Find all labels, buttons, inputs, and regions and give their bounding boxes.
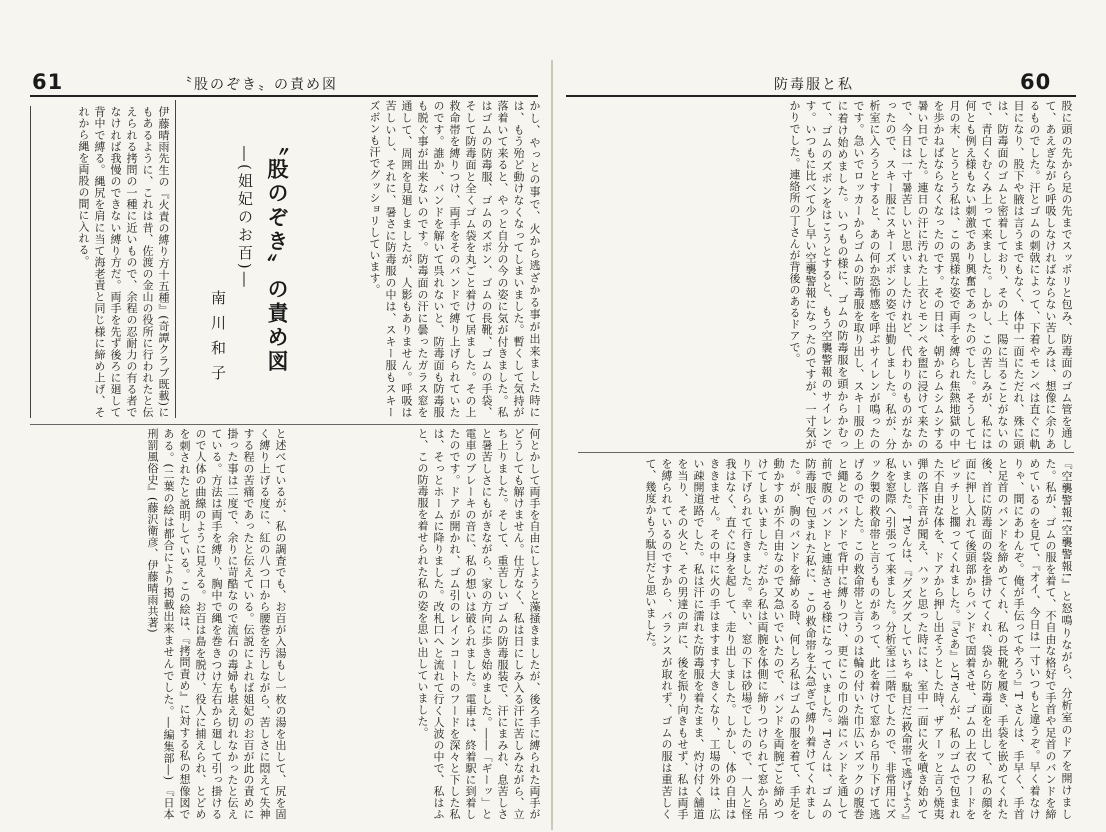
article-subtitle: ―(姐妃のお百)― [236, 146, 254, 290]
page-number-right: 60 [1020, 70, 1052, 94]
header-rule-right [566, 95, 1076, 97]
right-page-text-lower: 『空襲警報!空襲警報!』と怒鳴りながら、分析室のドアを開けました。私が、ゴムの服を着て、不自由な格好で手首や足首のバンドを締めているのを見て、『オイ、今日は一寸いつもと違うぞ。早く着なけりゃ、間にあわんぞ。俺が手伝ってやろう』T さんは、手早く、手首と足首のバンドを締めてくれ、私の長靴を履き、手袋を嵌めてくれた後、首に防毒面の袋を掛けてくれ、袋から防毒面を出して、私の顔を面に押し入れて後頭部からバンドで固着させ、ゴムの上衣のフードをピッチリと擱ってくれました。『さあ』とTさんが、私のゴムで包まれた不自由な体を、ドアから押し出そうとした時、ザアーッと言う焼夷弾の落下音が聞え、ハッと思った時には、室中一面に火を噴き始めていました。Tさんは、『グズグズしていちゃ駄目だ!救命帯で逃げよう』私を窓際へ引張って来ました。分析室は二階でしたので、非常用にズック製の救命帯と言うものがあって、此を着けて窓から吊り下げて逃げるのでした。この救命帯と言うのは輪の付いた巾広いズックの腹巻と繩とのバンドで背中に縛りつけ、更にこの巾の端にバンドを通して前で腹のバンドと連結させる様になっていました。Tさんは、ゴムの防毒服で包まれた私に、この救命帯を大急ぎで縛り着けてくれました。が、胸のバンドを締める時、何しろ私はゴムの服を着て、手足を動かすのが不自由なので又急いでいたので、バンドを両腕ごと締めつけてしまいました。だから私は両腕を体側に締りつけられて窓から吊り下げられて行きました。幸い、窓の下は砂場でしたので、一人と怪我はなく、直ぐに身を起して、走り出しました。しかし、体の自由はききません。その中に火の手はますます大きくなり、工場の外は、広い疎開道路でした。私は汗に濡れた防毒服を着たまま、灼け付く舗道を当り、その火と、その男達の声に、後を振り向きもせず、私は両手を縛られているのですから、バランスが取れず、ゴムの服は重苦しくて、幾度かもう駄目だと思いました。 [644, 458, 1073, 820]
article-title: 〝股のぞき〟の責め図 [265, 134, 290, 374]
article-intro: 伊藤晴雨先生の『火責の縛り方十五種』(奇譚クラブ既載)にもあるように、これは昔、佐渡の金山の役所に行われたと伝えられる拷問の一種に近いもので、余程の忍耐力の有る者でなければ我慢のできない縛り方だ。両手を先ず後ろに廻して背中で縛る。縄尻を肩に当て海老責と同じ様に締め上げ、それから縄を両股の間に入れる。 [30, 106, 171, 418]
article-title-block [175, 100, 291, 418]
section-rule-left [30, 424, 538, 425]
left-page-story-lower: 何とかして両手を自由にしようと藻掻きましたが、後ろ手に縛られた両手がどうしても解けません。仕方なく、私は日にしみ入る汗に苦しみながら、立ち上りました。そして、重苦しいゴムの防毒服装で、汗にまみれ、息苦しさと暑苦しさにもがきながら、家の方向に歩き始めました。――「ギーッ」と電車のブレーキの音に、私の想いは破られました。電車は、終着駅に到着したのです。ドアが開かれ、ゴム引のレインコートのフードを深々と下した私は、そっとホームに降りました。改札口へと流れて行く人波の中で、私はふと、この防毒服を着せられた私の姿を思い出していました。 [416, 428, 541, 820]
annotation-text: と述べているが、私の調査でも、お百が入湯もし一枚の湯を出して、尻を固く縛り上げる度に、紅の八つ口から腰巻を汚しながら、苦しさに悶えて失神する程の苦痛であったと伝えている。伝説によれば姐妃のお百が此の責めに掛った事は二度で、余りに苛酷なので流石の毒婦も堪え切れなかったと伝えている。方法は両手を縛り、胸中で縄を巻きつけ左右から廻して引っ掛けるので人体の曲線のように見える。お百は島を脱け、役人に捕えられ、とどめを刺されたと説明している。この絵は、『拷問責め』に対する私の想像図である。(二葉の絵は都合により掲載出来ませんでした。―編集部―) [162, 428, 287, 820]
running-head-left: 〝股のぞき〟の責め図 [178, 77, 338, 93]
article-annotation [30, 428, 288, 820]
right-page-text-upper: 股に頭の先から足の先までスッポリと包み、防毒面のゴム管を通して、あえぎながら呼吸しなければならない苦しみは、想像に余りあるものでした。汗とゴムの刺戟によって、下着やモンペは直ぐに軌目になり、股下や腋は言うまでもなく、体中一面にただれ、殊に頭は、防毒面のゴムと密着しており、その上、陽に当ることがないので、青白くむくみ上って来ました。しかし、この苦しみが、私には何とも例え様もない刺激であり興奮であったのでした。そうして七月の末、とうとう私は、この異様な姿で両手を縛られ焦熱地獄の中を歩かねばならなくなったのです。その日は、朝からムシムシする暑い日でした。連日の汗に汚れた上衣とモンペを盥に浸けて来たので、今日は一寸暑苦しいと思いましたけれど、代わりのものがなかったので、スキー服にスキーズボンの姿で出勤しました。私が、分析室に入ろうとすると、あの何か恐怖感を呼ぶサイレンが鳴ったのです。急いでロッカーからゴムの防毒服を取り出し、スキー服の上に着け始めました。いつもの様に、ゴムの防毒服を頭からかむって、ゴムのズボンをはこうとすると、もう空襲警報のサイレンです。いつもに比べて少し早い空襲警報になったのですが、一寸気がかりでした。連絡所の丁さんが背後のあるドアで。 [788, 100, 1073, 450]
annotation-source: 『日本刑罰風俗史』(藤沢衛彦、伊藤晴雨共著) [146, 428, 175, 820]
running-head-right: 防毒服と私 [774, 77, 854, 93]
page-fold [551, 60, 553, 830]
section-rule-right [578, 452, 1074, 453]
left-page-story-upper: かし、やっとの事で、火から逃ざかる事が出来ました時には、もう殆ど動けなくなってしまいました。暫くして気持が落着いて来ると、やっと自分の今の姿に気が付きました。私はゴムの防毒服、ゴムのズボン、ゴムの長靴、ゴムの手袋、そして防毒面と全くゴム袋を丸ごと着けて居ました。その上救命帯を縛りつけ、両手をそのバンドで縛り上げられていたのです。誰か、バンドを解いて呉れないと、防毒面も防毒服も脱ぐ事が出来ないのです。防毒面の汗に曇ったガラス窓を通して、周囲を見廻しましたが、人影もありません。呼吸は苦しいし、それに、暑さに防毒服の中は、スキー服もスキーズボンも汗でグッショリしています。 [368, 100, 541, 418]
page-number-left: 61 [32, 70, 64, 94]
article-author: 南川和子 [209, 290, 227, 390]
header-rule-left [30, 95, 538, 97]
